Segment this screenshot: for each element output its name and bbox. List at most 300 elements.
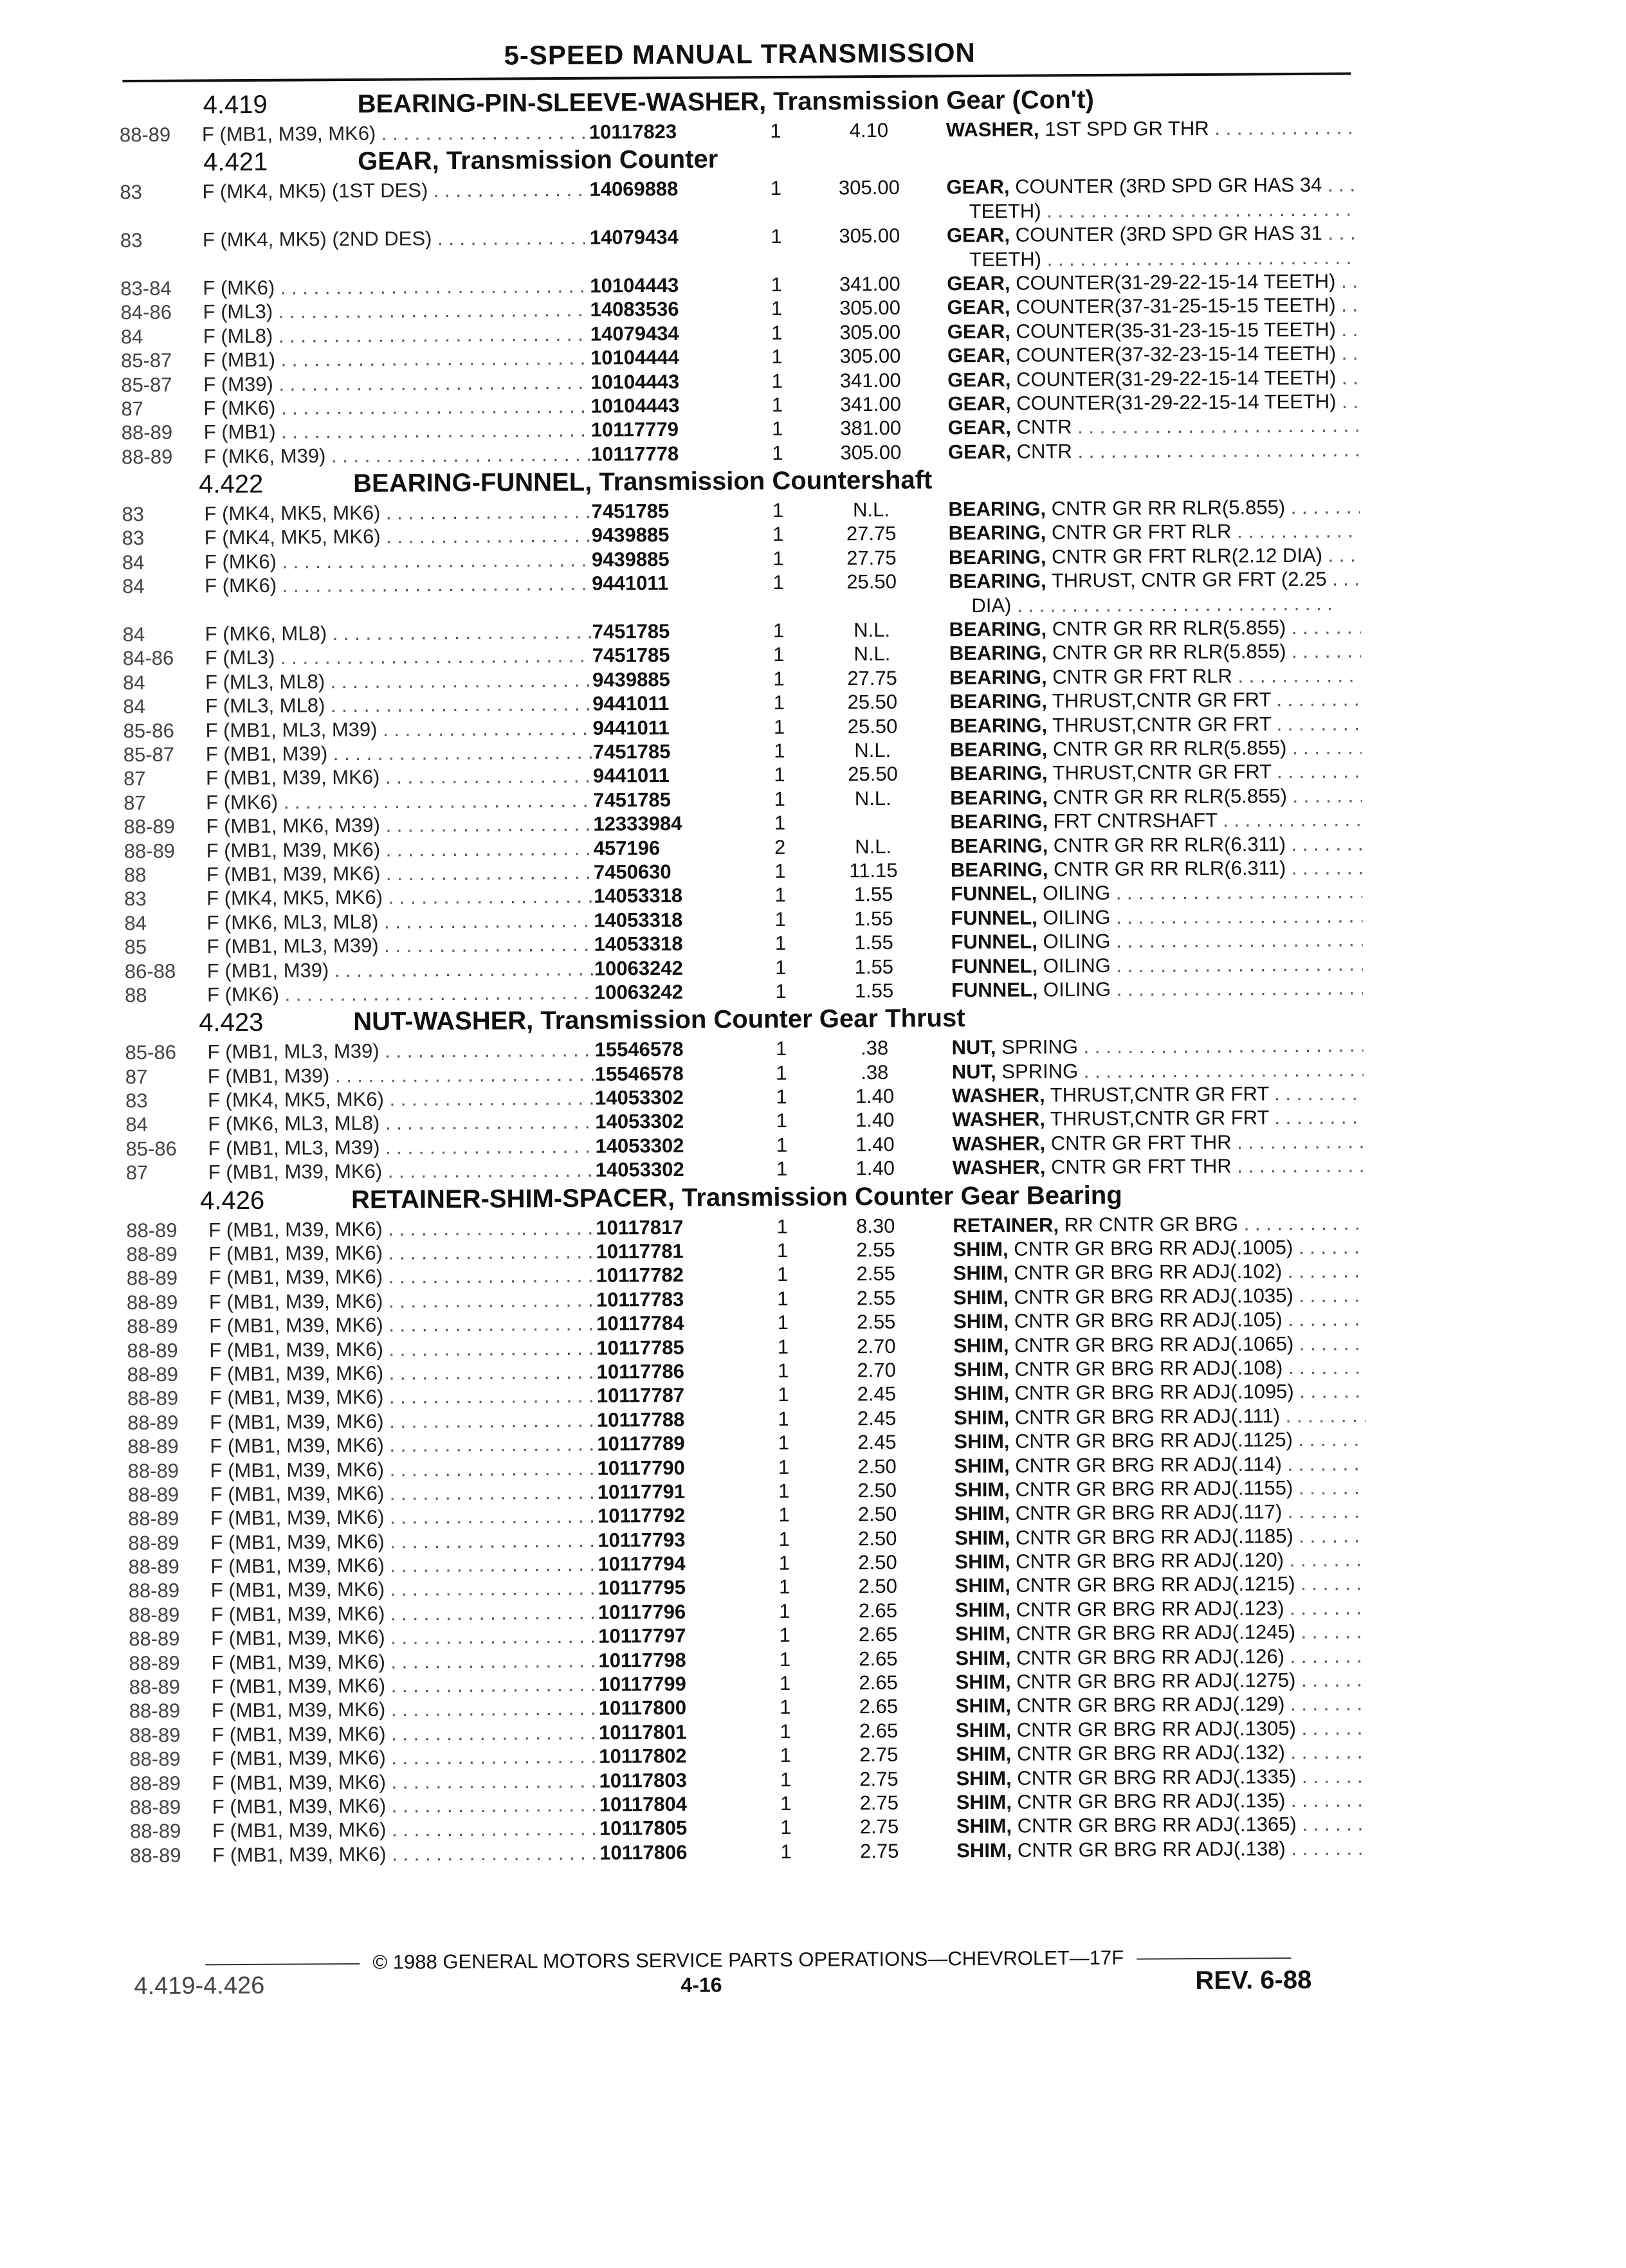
description: [951, 880, 1362, 906]
description: [955, 1548, 1366, 1574]
price: 2.55: [856, 1311, 896, 1334]
price: N.L.: [854, 738, 891, 762]
description: [950, 808, 1362, 834]
part-detail: CNTR GR BRG RR ADJ(.123): [1010, 1597, 1284, 1621]
model-years: 88-89: [129, 1747, 181, 1771]
part-noun: FUNNEL,: [951, 930, 1038, 954]
part-number: 14053302: [595, 1134, 684, 1157]
description: [952, 1058, 1364, 1084]
part-noun: GEAR,: [947, 440, 1012, 464]
description: [951, 976, 1363, 1002]
model-years: 88-89: [129, 1820, 181, 1843]
model-years: 83: [122, 527, 145, 550]
application: F (MK6) . . .: [203, 395, 589, 421]
application: F (MK6, ML3, ML8) . . .: [206, 909, 592, 934]
part-detail: CNTR GR FRT THR: [1045, 1130, 1232, 1155]
part-noun: RETAINER,: [953, 1213, 1059, 1237]
quantity: 1: [772, 523, 784, 546]
model-years: 88-89: [129, 1651, 180, 1674]
part-number: 10104443: [590, 273, 679, 297]
part-number: 9439885: [592, 667, 670, 691]
part-detail: CNTR GR RR RLR(5.855): [1047, 784, 1287, 809]
part-detail: CNTR GR BRG RR ADJ(.1245): [1010, 1620, 1296, 1646]
description: [956, 1813, 1368, 1838]
application: F (MK4, MK5, MK6) . . .: [208, 1087, 594, 1112]
description: [950, 760, 1362, 786]
quantity: 1: [774, 859, 786, 882]
part-noun: BEARING,: [950, 810, 1048, 833]
part-number: 10117806: [599, 1840, 688, 1864]
model-years: 88-89: [127, 1435, 179, 1458]
description: [952, 1130, 1364, 1156]
section-number: 4.421: [203, 148, 268, 177]
description: [955, 1500, 1366, 1526]
part-number: 7451785: [593, 788, 671, 812]
price: N.L.: [855, 835, 892, 858]
model-years: 83: [124, 887, 147, 911]
application: F (MB1, M39, MK6) . . .: [211, 1625, 597, 1651]
application: F (MK4, MK5) (1ST DES) . . .: [202, 178, 588, 204]
part-detail: COUNTER(37-31-25-15-15 TEETH): [1010, 293, 1336, 319]
part-detail: OILING: [1037, 905, 1111, 929]
application: F (MK4, MK5, MK6) . . .: [206, 885, 592, 911]
quantity: 1: [771, 393, 783, 416]
part-detail: CNTR GR BRG RR ADJ(.1065): [1009, 1332, 1294, 1357]
application: F (MB1, M39, MK6) . . .: [212, 1793, 598, 1819]
part-number: 10117778: [590, 442, 679, 466]
model-years: 88-89: [128, 1579, 180, 1602]
description: [954, 1356, 1366, 1381]
part-number: 7451785: [591, 500, 670, 523]
footer-copyright: [134, 1945, 1362, 1975]
part-noun: BEARING,: [949, 689, 1047, 713]
model-years: 88-89: [121, 421, 173, 444]
price: 2.45: [857, 1430, 897, 1454]
model-years: 88-89: [127, 1363, 179, 1386]
part-detail: COUNTER(37-32-23-15-14 TEETH): [1010, 341, 1337, 367]
description: [951, 929, 1362, 954]
price: 305.00: [839, 224, 900, 248]
model-years: 87: [123, 767, 146, 790]
description: [951, 1034, 1363, 1060]
parts-listing: [119, 81, 1365, 1867]
quantity: 1: [777, 1359, 789, 1382]
model-years: 88-89: [129, 1772, 181, 1795]
quantity: 1: [772, 619, 785, 642]
quantity: 1: [774, 787, 785, 810]
price: 305.00: [839, 320, 901, 344]
price: .38: [861, 1060, 889, 1084]
part-detail: CNTR GR BRG RR ADJ(.114): [1009, 1452, 1282, 1477]
part-detail: COUNTER (3RD SPD GR HAS 31: [1009, 221, 1322, 246]
page-title: 5-SPEED MANUAL TRANSMISSION: [504, 37, 976, 71]
application: F (MK4, MK5, MK6) . . .: [204, 500, 590, 526]
application: F (MK6, ML8) . . .: [205, 621, 591, 646]
application: F (MB1, M39, MK6) . . .: [210, 1529, 596, 1554]
part-number: 9441011: [592, 572, 669, 595]
part-detail: CNTR GR BRG RR ADJ(.108): [1009, 1356, 1283, 1381]
quantity: 1: [780, 1696, 791, 1719]
part-number: 10117784: [596, 1312, 684, 1335]
price: 1.40: [855, 1109, 895, 1132]
description: [956, 1765, 1367, 1790]
model-years: 84: [122, 671, 145, 694]
price: 25.50: [848, 763, 898, 786]
model-years: 84: [123, 695, 145, 718]
price: 4.10: [849, 118, 889, 142]
application: F (ML3, ML8) . . .: [205, 669, 591, 694]
part-noun: GEAR,: [947, 296, 1010, 319]
quantity: 2: [774, 835, 786, 858]
section-number: 4.426: [199, 1186, 265, 1215]
application: F (MK6, M39) . . .: [204, 442, 590, 468]
application: F (MK6) . . .: [205, 549, 590, 574]
part-noun: SHIM,: [955, 1622, 1011, 1646]
part-noun: SHIM,: [955, 1550, 1010, 1574]
part-noun: SHIM,: [954, 1454, 1010, 1477]
part-detail: CNTR GR BRG RR ADJ(.138): [1012, 1837, 1286, 1862]
description-continuation: DIA) . . .: [971, 592, 1357, 617]
part-noun: BEARING,: [949, 666, 1047, 689]
model-years: 83-84: [120, 277, 172, 300]
part-number: 10117791: [597, 1480, 686, 1503]
description: [949, 520, 1360, 545]
part-detail: THRUST, CNTR GR FRT (2.25: [1046, 567, 1327, 592]
part-detail: CNTR GR BRG RR ADJ(.1275): [1010, 1669, 1296, 1693]
part-noun: BEARING,: [950, 858, 1048, 882]
part-number: 9439885: [591, 547, 670, 571]
application: F (MB1, M39, MK6) . . .: [212, 1817, 598, 1843]
part-noun: SHIM,: [956, 1766, 1012, 1790]
part-noun: BEARING,: [950, 786, 1048, 810]
quantity: 1: [777, 1287, 789, 1310]
description: [956, 1692, 1367, 1718]
part-number: 14053302: [595, 1110, 684, 1134]
part-number: 14079434: [589, 226, 679, 249]
part-noun: WASHER,: [945, 118, 1039, 141]
part-detail: SPRING: [996, 1035, 1079, 1059]
model-years: 88-89: [127, 1459, 179, 1482]
description: [948, 414, 1360, 440]
price: 2.55: [856, 1238, 895, 1262]
price: 2.75: [859, 1839, 899, 1862]
title-rule: [122, 73, 1351, 83]
quantity: 1: [776, 1215, 789, 1238]
quantity: 1: [771, 273, 783, 296]
part-detail: SPRING: [996, 1059, 1079, 1083]
quantity: 1: [773, 667, 785, 690]
model-years: 87: [123, 791, 146, 814]
part-number: 10117779: [590, 418, 679, 442]
part-number: 14053302: [594, 1085, 684, 1109]
description: [954, 1404, 1366, 1429]
part-noun: FUNNEL,: [951, 954, 1038, 977]
model-years: 88-89: [127, 1507, 179, 1530]
application: F (MK4, MK5) (2ND DES) . . .: [203, 226, 589, 252]
part-noun: SHIM,: [956, 1742, 1012, 1766]
part-noun: BEARING,: [949, 761, 1048, 785]
quantity: 1: [770, 177, 782, 200]
model-years: 88-89: [126, 1242, 178, 1266]
model-years: 88-89: [126, 1267, 178, 1290]
model-years: 88-89: [129, 1627, 180, 1651]
part-detail: CNTR GR BRG RR ADJ(.105): [1009, 1308, 1283, 1332]
quantity: 1: [771, 417, 783, 440]
description: [951, 904, 1362, 930]
part-number: 10117804: [599, 1792, 688, 1816]
model-years: 85-87: [121, 373, 172, 396]
price: 1.55: [854, 979, 894, 1002]
quantity: 1: [770, 119, 781, 143]
part-detail: CNTR GR BRG RR ADJ(.1095): [1009, 1380, 1294, 1405]
price: 1.55: [854, 883, 893, 906]
section-title: BEARING-PIN-SLEEVE-WASHER, Transmission Gear (Con't): [357, 85, 1094, 118]
model-years: 84: [125, 1113, 148, 1136]
description: [949, 568, 1360, 594]
price: 2.75: [859, 1815, 899, 1838]
description: [953, 1332, 1365, 1357]
part-noun: FUNNEL,: [951, 906, 1037, 930]
part-noun: BEARING,: [949, 641, 1047, 665]
application: F (MB1, M39, MK6) . . .: [210, 1408, 596, 1434]
part-number: 10117805: [599, 1817, 688, 1840]
price: 2.65: [858, 1623, 898, 1646]
model-years: 88-89: [129, 1795, 181, 1819]
model-years: 88-89: [129, 1700, 181, 1723]
model-years: 88: [123, 863, 147, 887]
part-number: 12333984: [593, 812, 682, 835]
description: [950, 784, 1362, 810]
part-noun: SHIM,: [955, 1598, 1011, 1622]
price: N.L.: [854, 618, 891, 642]
model-years: 88-89: [128, 1555, 179, 1579]
application: F (MB1, MK6, M39) . . .: [206, 813, 592, 839]
quantity: 1: [780, 1768, 792, 1791]
part-number: 10117798: [598, 1648, 686, 1672]
price: 2.75: [859, 1767, 899, 1790]
application: F (MB1, M39, MK6) . . .: [210, 1481, 596, 1507]
part-number: 14053318: [594, 908, 683, 932]
description: [953, 1211, 1364, 1237]
description: [955, 1620, 1367, 1646]
price: 341.00: [839, 272, 900, 296]
quantity: 1: [772, 571, 784, 594]
part-detail: CNTR GR RR RLR(5.855): [1046, 616, 1286, 640]
application: F (MB1, M39, MK6) . . .: [208, 1159, 594, 1184]
part-detail: OILING: [1037, 882, 1111, 905]
part-detail: CNTR GR RR RLR(6.311): [1048, 832, 1286, 857]
application: F (MB1, M39, MK6) . . .: [206, 765, 592, 790]
part-detail: COUNTER(31-29-22-15-14 TEETH): [1010, 366, 1337, 391]
application: F (MB1, M39, MK6) . . .: [212, 1673, 598, 1699]
quantity: 1: [771, 321, 783, 344]
quantity: 1: [780, 1719, 791, 1743]
part-detail: COUNTER(31-29-22-15-14 TEETH): [1010, 390, 1337, 415]
price: N.L.: [854, 786, 891, 810]
application: F (MB1, M39, MK6) . . .: [208, 1240, 594, 1266]
part-detail: CNTR GR RR RLR(6.311): [1048, 857, 1286, 881]
part-detail: CNTR GR FRT RLR(2.12 DIA): [1046, 543, 1323, 568]
part-noun: SHIM,: [955, 1694, 1012, 1718]
application: F (MB1, ML3, M39) . . .: [208, 1039, 594, 1064]
price: 25.50: [846, 570, 897, 594]
application: F (MB1, M39, MK6) . . .: [209, 1289, 595, 1314]
quantity: 1: [772, 498, 784, 522]
part-noun: FUNNEL,: [951, 978, 1038, 1002]
application: F (M39) . . .: [203, 370, 589, 396]
quantity: 1: [779, 1599, 790, 1622]
description-continuation: TEETH) . . .: [969, 197, 1355, 223]
part-number: 10117781: [596, 1239, 684, 1263]
part-noun: GEAR,: [947, 343, 1011, 367]
part-detail: COUNTER(35-31-23-15-15 TEETH): [1010, 318, 1336, 343]
description: [948, 438, 1360, 464]
part-detail: OILING: [1037, 977, 1111, 1001]
part-detail: CNTR GR BRG RR ADJ(.135): [1011, 1789, 1286, 1813]
part-detail: CNTR GR BRG RR ADJ(.1005): [1008, 1236, 1293, 1260]
description: [951, 832, 1362, 858]
price: 1.55: [854, 955, 894, 978]
price: N.L.: [852, 498, 890, 522]
part-detail: CNTR GR BRG RR ADJ(.1365): [1012, 1813, 1297, 1838]
model-years: 83: [120, 181, 143, 204]
price: 305.00: [839, 296, 901, 320]
quantity: 1: [780, 1792, 792, 1815]
part-detail: CNTR GR BRG RR ADJ(.1125): [1009, 1428, 1293, 1453]
model-years: 88-89: [119, 123, 171, 147]
description: [947, 366, 1359, 392]
part-detail: CNTR GR BRG RR ADJ(.102): [1008, 1260, 1283, 1285]
description: [954, 1452, 1366, 1478]
description: [954, 1428, 1366, 1454]
description: [946, 174, 1358, 199]
application: F (MB1, M39, MK6) . . .: [202, 121, 588, 147]
section-number: 4.422: [199, 469, 264, 499]
quantity: 1: [779, 1624, 790, 1647]
description: [955, 1596, 1367, 1622]
quantity: 1: [778, 1479, 790, 1502]
description: [949, 543, 1360, 569]
price: 305.00: [840, 440, 902, 464]
model-years: 88-89: [123, 839, 176, 862]
application: F (MB1, M39, MK6) . . .: [209, 1312, 595, 1338]
part-detail: OILING: [1037, 929, 1111, 953]
part-noun: SHIM,: [953, 1357, 1009, 1381]
price: 1.55: [854, 907, 893, 930]
price: 11.15: [849, 858, 898, 882]
description: [952, 1082, 1364, 1107]
part-noun: GEAR,: [947, 392, 1011, 415]
part-detail: CNTR: [1011, 439, 1072, 463]
part-detail: THRUST,CNTR GR FRT: [1045, 1106, 1269, 1130]
price: .38: [860, 1037, 889, 1060]
price: 2.50: [857, 1455, 897, 1478]
part-number: 10117787: [596, 1384, 685, 1408]
model-years: 85-86: [123, 719, 174, 742]
description: [953, 1235, 1364, 1261]
description: [951, 952, 1363, 978]
description: [949, 640, 1361, 666]
price: N.L.: [854, 642, 891, 666]
part-noun: SHIM,: [953, 1334, 1009, 1357]
part-number: 10117795: [598, 1576, 686, 1600]
part-number: 10117788: [597, 1408, 685, 1431]
quantity: 1: [779, 1647, 791, 1671]
part-detail: THRUST,CNTR GR FRT: [1045, 1082, 1269, 1107]
application: F (MB1, M39, MK6) . . .: [212, 1721, 598, 1747]
application: F (ML3) . . .: [205, 644, 591, 670]
part-number: 15546578: [594, 1062, 684, 1085]
part-detail: RR CNTR GR BRG: [1058, 1212, 1239, 1236]
part-number: 10104443: [590, 394, 680, 417]
part-noun: SHIM,: [953, 1309, 1009, 1333]
model-years: 88-89: [128, 1531, 179, 1554]
model-years: 84: [122, 575, 145, 598]
price: 2.55: [856, 1286, 896, 1310]
price: 2.65: [859, 1719, 899, 1743]
application: F (MB1, ML3, M39) . . .: [207, 933, 593, 959]
description: [956, 1788, 1368, 1814]
part-detail: OILING: [1037, 954, 1111, 977]
part-number: 10104444: [590, 346, 680, 369]
price: 305.00: [839, 344, 901, 368]
application: F (MB1, M39) . . .: [206, 741, 592, 767]
part-number: 10117786: [596, 1359, 684, 1383]
application: F (MB1, M39, MK6) . . .: [210, 1361, 596, 1386]
quantity: 1: [778, 1503, 790, 1527]
model-years: 88: [124, 983, 147, 1007]
price: 2.75: [859, 1743, 899, 1766]
description: [953, 1284, 1365, 1309]
quantity: 1: [779, 1671, 791, 1695]
part-noun: GEAR,: [947, 320, 1011, 343]
part-detail: THRUST,CNTR GR FRT: [1047, 760, 1272, 785]
application: F (ML3, ML8) . . .: [205, 693, 591, 718]
application: F (MB1, M39, MK6) . . .: [211, 1601, 597, 1627]
price: 305.00: [838, 176, 900, 199]
model-years: 88-89: [130, 1844, 181, 1867]
model-years: 88-89: [129, 1675, 181, 1699]
quantity: 1: [780, 1816, 792, 1839]
description: [947, 269, 1358, 295]
model-years: 88-89: [127, 1314, 178, 1338]
part-number: 10104443: [590, 370, 680, 394]
description: [956, 1741, 1367, 1766]
part-number: 10117817: [596, 1215, 684, 1239]
description: [956, 1716, 1367, 1742]
quantity: 1: [774, 907, 787, 930]
quantity: 1: [776, 1061, 787, 1084]
part-detail: CNTR GR FRT RLR: [1046, 520, 1232, 544]
model-years: 88-89: [127, 1339, 178, 1362]
quantity: 1: [777, 1263, 789, 1286]
part-noun: SHIM,: [953, 1285, 1009, 1309]
part-detail: CNTR GR BRG RR ADJ(.1185): [1010, 1524, 1293, 1549]
application: F (ML3) . . .: [203, 298, 589, 324]
quantity: 1: [773, 643, 785, 666]
price: 2.50: [857, 1527, 897, 1550]
price: 2.45: [857, 1383, 897, 1406]
part-noun: SHIM,: [956, 1838, 1012, 1862]
part-noun: BEARING,: [949, 617, 1047, 641]
quantity: 1: [775, 979, 787, 1002]
part-detail: COUNTER (3RD SPD GR HAS 34: [1009, 174, 1322, 199]
part-noun: SHIM,: [956, 1790, 1012, 1814]
quantity: 1: [774, 763, 785, 786]
part-detail: CNTR: [1010, 415, 1072, 439]
model-years: 88-89: [127, 1483, 179, 1507]
price: 8.30: [856, 1214, 895, 1237]
